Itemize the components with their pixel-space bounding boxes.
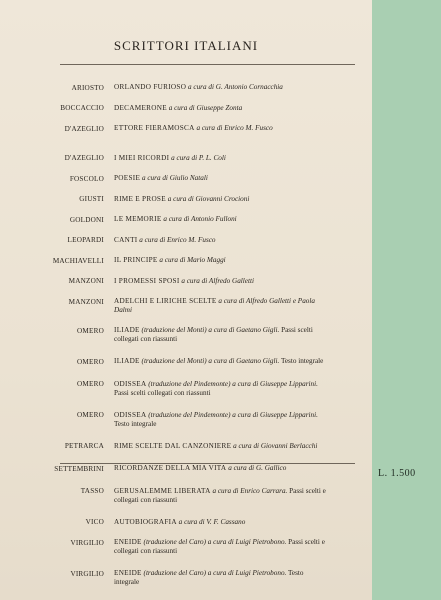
curator-credit: a cura di P. L. Coli (171, 153, 226, 162)
work-description (114, 83, 327, 92)
work-title: DECAMERONE (114, 103, 167, 112)
work-title: ETTORE FIERAMOSCA (114, 124, 195, 132)
work-description (114, 380, 327, 398)
work-description (114, 357, 327, 366)
author-name: TASSO (80, 487, 104, 495)
book-list (0, 83, 372, 587)
work-title: ILIADE (114, 357, 140, 365)
work-description (114, 569, 327, 587)
book-entry (0, 277, 372, 287)
curator-credit: a cura di G. Antonio Cornacchia (188, 83, 283, 91)
work-description (114, 326, 327, 344)
author-name: OMERO (77, 326, 104, 335)
author-name: MANZONI (68, 277, 104, 285)
curator-credit: a cura di Alfredo Galletti (181, 276, 254, 285)
edition-note: Testo integrale (114, 569, 304, 586)
list-end-divider (60, 463, 355, 464)
work-title: ADELCHI E LIRICHE SCELTE (114, 297, 217, 305)
edition-note: Testo integrale (280, 357, 324, 365)
author-name: MANZONI (68, 297, 104, 306)
curator-credit: (traduzione del Caro) a cura di Luigi Pietrobono. (143, 569, 287, 577)
work-description (114, 104, 327, 113)
author-name: PETRARCA (64, 442, 104, 450)
author-name: D'AZEGLIO (64, 154, 104, 162)
work-title: ENEIDE (114, 538, 142, 546)
work-title: LE MEMORIE (114, 215, 162, 223)
edition-note: Passi scelti collegati con riassunti (114, 326, 313, 343)
work-description (114, 195, 327, 204)
author-name: MACHIAVELLI (52, 256, 104, 265)
work-title: ODISSEA (114, 379, 147, 388)
book-entry (0, 174, 372, 184)
author-name: ARIOSTO (71, 83, 104, 92)
book-entry (0, 215, 372, 225)
author-name: OMERO (77, 380, 104, 388)
book-entry (0, 104, 372, 114)
book-entry (0, 195, 372, 205)
work-title: ENEIDE (114, 569, 142, 577)
work-description (114, 124, 327, 133)
book-entry (0, 124, 372, 134)
work-description (114, 215, 327, 224)
book-entry (0, 154, 372, 164)
curator-credit: (traduzione del Monti) a cura di Gaetano Gigli. (141, 326, 280, 334)
book-entry (0, 236, 372, 246)
curator-credit: (traduzione del Monti) a cura di Gaetano Gigli. (141, 357, 280, 365)
author-name: OMERO (77, 411, 104, 419)
work-title: ORLANDO FURIOSO (114, 83, 187, 91)
book-entry (0, 487, 372, 505)
author-name: VIRGILIO (70, 538, 104, 547)
work-description (114, 518, 327, 527)
work-description (114, 442, 327, 451)
author-name: OMERO (77, 357, 104, 366)
book-entry (0, 464, 372, 474)
work-title: RICORDANZE DELLA MIA VITA (114, 464, 227, 472)
work-description (114, 487, 327, 505)
curator-credit: a cura di Giovanni Berlacchi (233, 441, 318, 450)
curator-credit: a cura di Mario Maggi (159, 256, 226, 264)
work-title: RIME SCELTE DAL CANZONIERE (114, 441, 232, 450)
book-entry (0, 326, 372, 344)
book-entry (0, 518, 372, 528)
author-name: VICO (85, 518, 104, 526)
book-entry (0, 538, 372, 556)
curator-credit: (traduzione del Caro) a cura di Luigi Pietrobono. (143, 538, 287, 546)
work-title: CANTI (114, 235, 138, 244)
book-entry (0, 411, 372, 429)
author-name: BOCCACCIO (60, 104, 104, 112)
title-divider (60, 64, 355, 65)
author-name: D'AZEGLIO (64, 124, 104, 133)
author-name: SETTEMBRINI (54, 464, 104, 473)
curator-credit: a cura di Enrico M. Fusco (139, 235, 216, 244)
curator-credit: a cura di Giovanni Crocioni (167, 194, 250, 203)
book-entry (0, 357, 372, 367)
curator-credit: a cura di Giuseppe Zonta (168, 103, 243, 112)
work-title: I MIEI RICORDI (114, 153, 170, 162)
work-title: ODISSEA (114, 410, 147, 419)
green-side-band (372, 0, 441, 600)
curator-credit: (traduzione del Pindemonte) a cura di Giuseppe Lipparini. (148, 379, 318, 388)
edition-note: Passi scelti e collegati con riassunti (114, 486, 326, 504)
book-entry (0, 83, 372, 93)
curator-credit: a cura di Enrico Carrara. (212, 486, 288, 495)
work-description (114, 174, 327, 183)
curator-credit: a cura di Alfredo Galletti e Paola Dalmi (114, 297, 315, 314)
book-entry (0, 380, 372, 398)
curator-credit: (traduzione del Pindemonte) a cura di Giuseppe Lipparini. (148, 410, 318, 419)
curator-credit: a cura di Giulio Natali (141, 174, 208, 182)
series-title: SCRITTORI ITALIANI (113, 38, 259, 53)
price-label: L. 1.500 (378, 468, 416, 479)
book-entry (0, 297, 372, 315)
work-description (114, 464, 327, 473)
work-title: RIME E PROSE (114, 194, 166, 203)
work-description (114, 297, 327, 315)
author-name: GIUSTI (79, 195, 104, 203)
book-entry (0, 569, 372, 587)
work-title: ILIADE (114, 326, 140, 334)
work-description (114, 411, 327, 429)
work-title: IL PRINCIPE (114, 256, 158, 264)
curator-credit: a cura di G. Gallico (228, 464, 287, 472)
author-name: FOSCOLO (69, 174, 104, 183)
work-description (114, 236, 327, 245)
curator-credit: a cura di Enrico M. Fusco (196, 124, 273, 132)
author-name: GOLDONI (69, 215, 104, 224)
work-description (114, 538, 327, 556)
work-title: I PROMESSI SPOSI (114, 276, 180, 285)
work-title: GERUSALEMME LIBERATA (114, 486, 211, 495)
book-entry (0, 442, 372, 452)
curator-credit: a cura di Antonio Fulloni (163, 215, 237, 223)
author-name: VIRGILIO (70, 569, 104, 578)
edition-note: Testo integrale (114, 419, 157, 428)
edition-note: Passi scelti e collegati con riassunti (114, 538, 325, 555)
work-description (114, 277, 327, 286)
author-name: LEOPARDI (67, 236, 104, 244)
edition-note: Passi scelti collegati con riassunti (114, 388, 211, 397)
book-entry (0, 256, 372, 266)
work-title: AUTOBIOGRAFIA (114, 517, 177, 526)
work-description (114, 256, 327, 265)
work-description (114, 154, 327, 163)
work-title: POESIE (114, 174, 141, 182)
curator-credit: a cura di V. F. Cassano (178, 517, 246, 526)
